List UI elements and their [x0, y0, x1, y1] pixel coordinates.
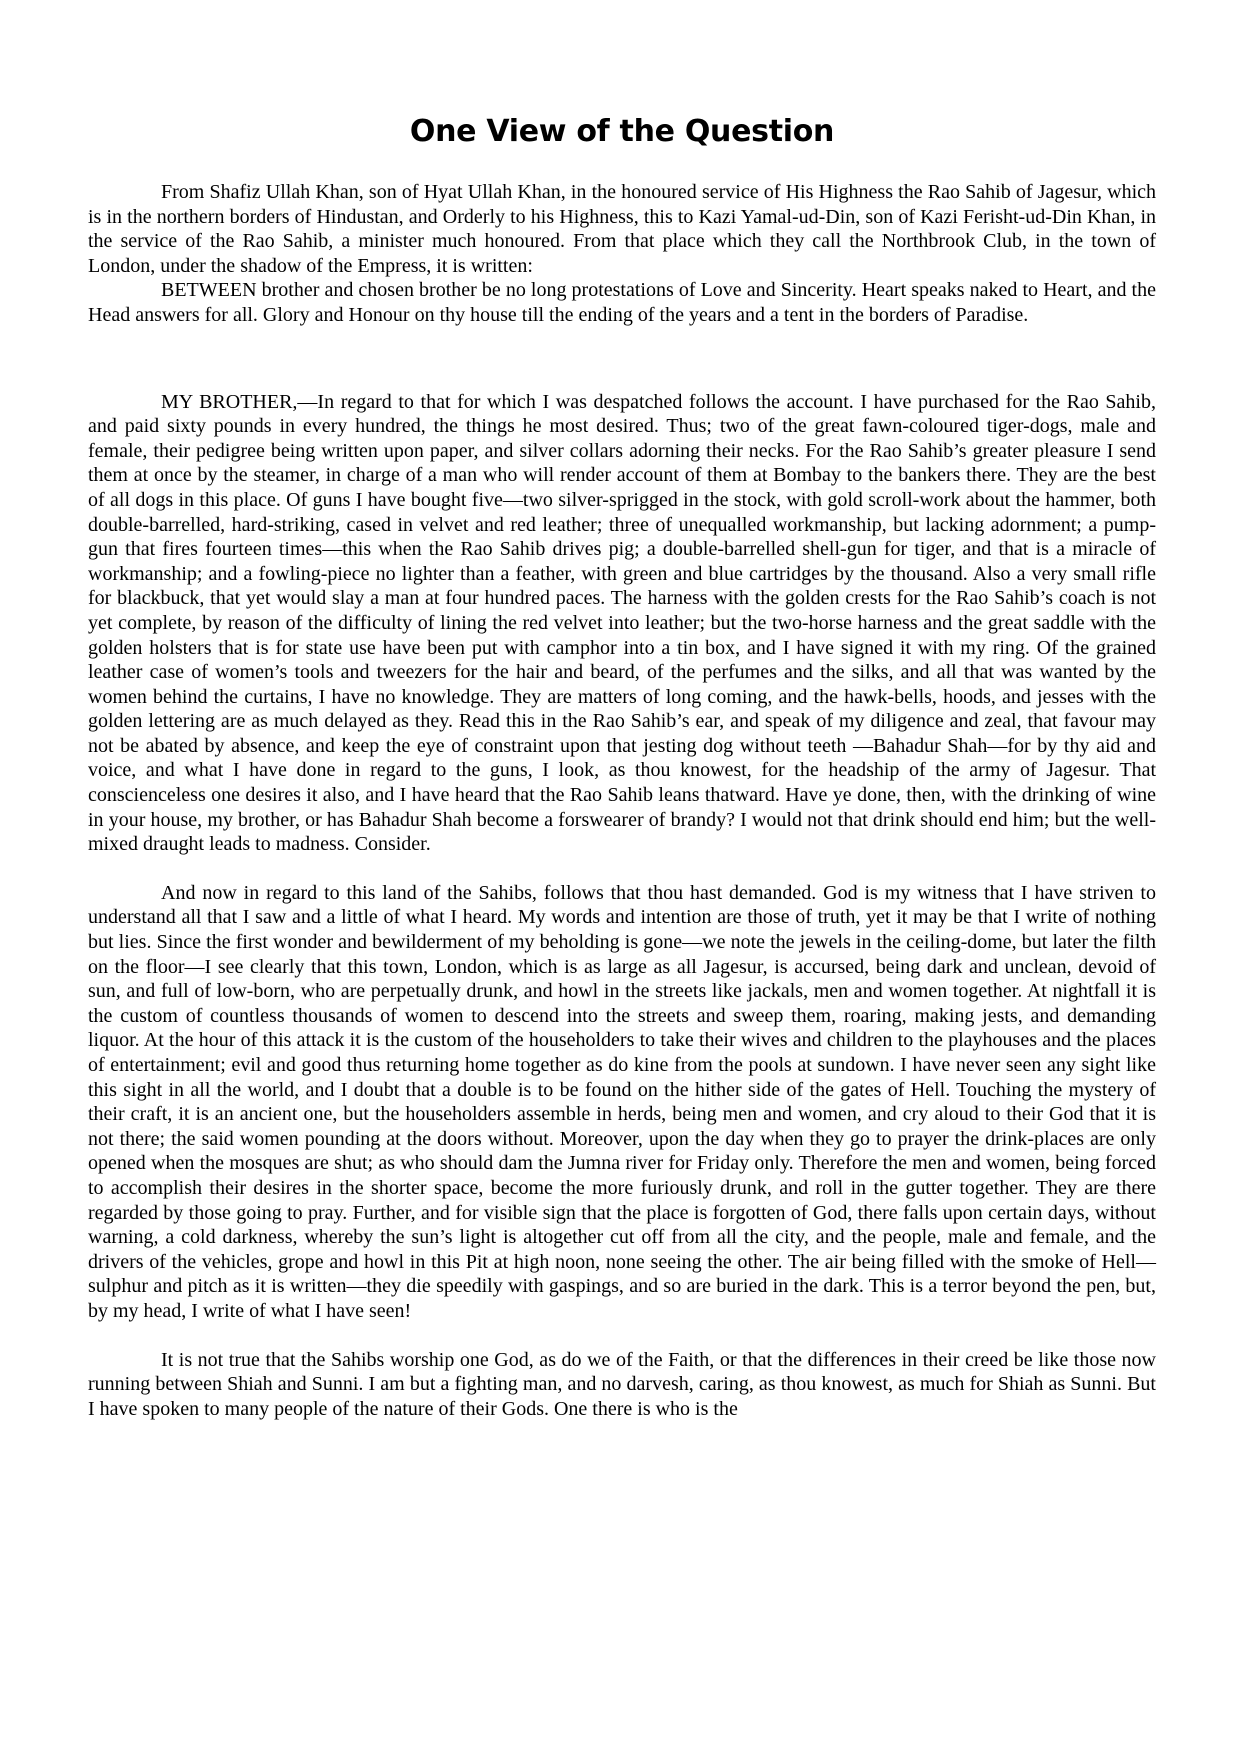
paragraph-purchases: MY BROTHER,—In regard to that for which I was despatched follows the account. I have purchased for the Rao Sahib, and paid sixty pounds in every hundred, the things he most desired. Thus; two of the great fawn-coloured tiger-dogs, male and female, their pedigree being written upon paper, and silver collars adorning their necks. For the Rao Sahib’s greater pleasure I send them at once by the steamer, in charge of a man who will render account of them at Bombay to the bankers there. They are the best of all dogs in this place. Of guns I have bought five—two silver-sprigged in the stock, with gold scroll-work about the hammer, both double-barrelled, hard-striking, cased in velvet and red leather; three of unequalled workmanship, but lacking adornment; a pump-gun that fires fourteen times—this when the Rao Sahib drives pig; a double-barrelled shell-gun for tiger, and that is a miracle of workmanship; and a fowling-piece no lighter than a feather, with green and blue cartridges by the thousand. Also a very small rifle for blackbuck, that yet would slay a man at four hundred paces. The harness with the golden crests for the Rao Sahib’s coach is not yet complete, by reason of the difficulty of lining the red velvet into leather; but the two-horse harness and the great saddle with the golden holsters that is for state use have been put with camphor into a tin box, and I have signed it with my ring. Of the grained leather case of women’s tools and tweezers for the hair and beard, of the perfumes and the silks, and all that was wanted by the women behind the curtains, I have no knowledge. They are matters of long coming, and the hawk-bells, hoods, and jesses with the golden lettering are as much delayed as they. Read this in the Rao Sahib’s ear, and speak of my diligence and zeal, that favour may not be abated by absence, and keep the eye of constraint upon that jesting dog without teeth —Bahadur Shah—for by thy aid and voice, and what I have done in regard to the guns, I look, as thou knowest, for the headship of the army of Jagesur. That conscienceless one desires it also, and I have heard that the Rao Sahib leans thatward. Have ye done, then, with the drinking of wine in your house, my brother, or has Bahadur Shah become a forswearer of brandy? I would not that drink should end him; but the well-mixed draught leads to madness. Consider. [88, 390, 1156, 856]
page-title: One View of the Question [409, 114, 835, 149]
paragraph-london: And now in regard to this land of the Sahibs, follows that thou hast demanded. God is my witness that I have striven to understand all that I saw and a little of what I heard. My words and intention are those of truth, yet it may be that I write of nothing but lies. Since the first wonder and bewilderment of my beholding is gone—we note the jewels in the ceiling-dome, but later the filth on the floor—I see clearly that this town, London, which is as large as all Jagesur, is accursed, being dark and unclean, devoid of sun, and full of low-born, who are perpetually drunk, and howl in the streets like jackals, men and women together. At nightfall it is the custom of countless thousands of women to descend into the streets and sweep them, roaring, making jests, and demanding liquor. At the hour of this attack it is the custom of the householders to take their wives and children to the playhouses and the places of entertainment; evil and good thus returning home together as do kine from the pools at sundown. I have never seen any sight like this sight in all the world, and I doubt that a double is to be found on the hither side of the gates of Hell. Touching the mystery of their craft, it is an ancient one, but the householders assemble in herds, being men and women, and cry aloud to their God that it is not there; the said women pounding at the doors without. Moreover, upon the day when they go to prayer the drink-places are only opened when the mosques are shut; as who should dam the Jumna river for Friday only. Therefore the men and women, being forced to accomplish their desires in the shorter space, become the more furiously drunk, and roll in the gutter together. They are there regarded by those going to pray. Further, and for visible sign that the place is forgotten of God, there falls upon certain days, without warning, a cold darkness, whereby the sun’s light is altogether cut off from all the city, and the people, male and female, and the drivers of the vehicles, grope and howl in this Pit at high noon, none seeing the other. The air being filled with the smoke of Hell—sulphur and pitch as it is written—they die speedily with gaspings, and so are buried in the dark. This is a terror beyond the pen, but, by my head, I write of what I have seen! [88, 881, 1156, 1322]
paragraph-salutation: From Shafiz Ullah Khan, son of Hyat Ullah Khan, in the honoured service of His Highness the Rao Sahib of Jagesur, which is in the northern borders of Hindustan, and Orderly to his Highness, this to Kazi Yamal-ud-Din, son of Kazi Ferisht-ud-Din Khan, in the service of the Rao Sahib, a minister much honoured. From that place which they call the Northbrook Club, in the town of London, under the shadow of the Empress, it is written: [88, 181, 1156, 277]
paragraph-gods: It is not true that the Sahibs worship one God, as do we of the Faith, or that the differences in their creed be like those now running between Shiah and Sunni. I am but a fighting man, and no darvesh, caring, as thou knowest, as much for Shiah as Sunni. But I have spoken to many people of the nature of their Gods. One there is who is the [88, 1348, 1156, 1420]
paragraph-greeting: BETWEEN brother and chosen brother be no long protestations of Love and Sincerity. Heart speaks naked to Heart, and the Head answers for all. Glory and Honour on thy house till the ending of the years and a tent in the borders of Paradise. [88, 279, 1156, 326]
document-page [88, 0, 1156, 1421]
